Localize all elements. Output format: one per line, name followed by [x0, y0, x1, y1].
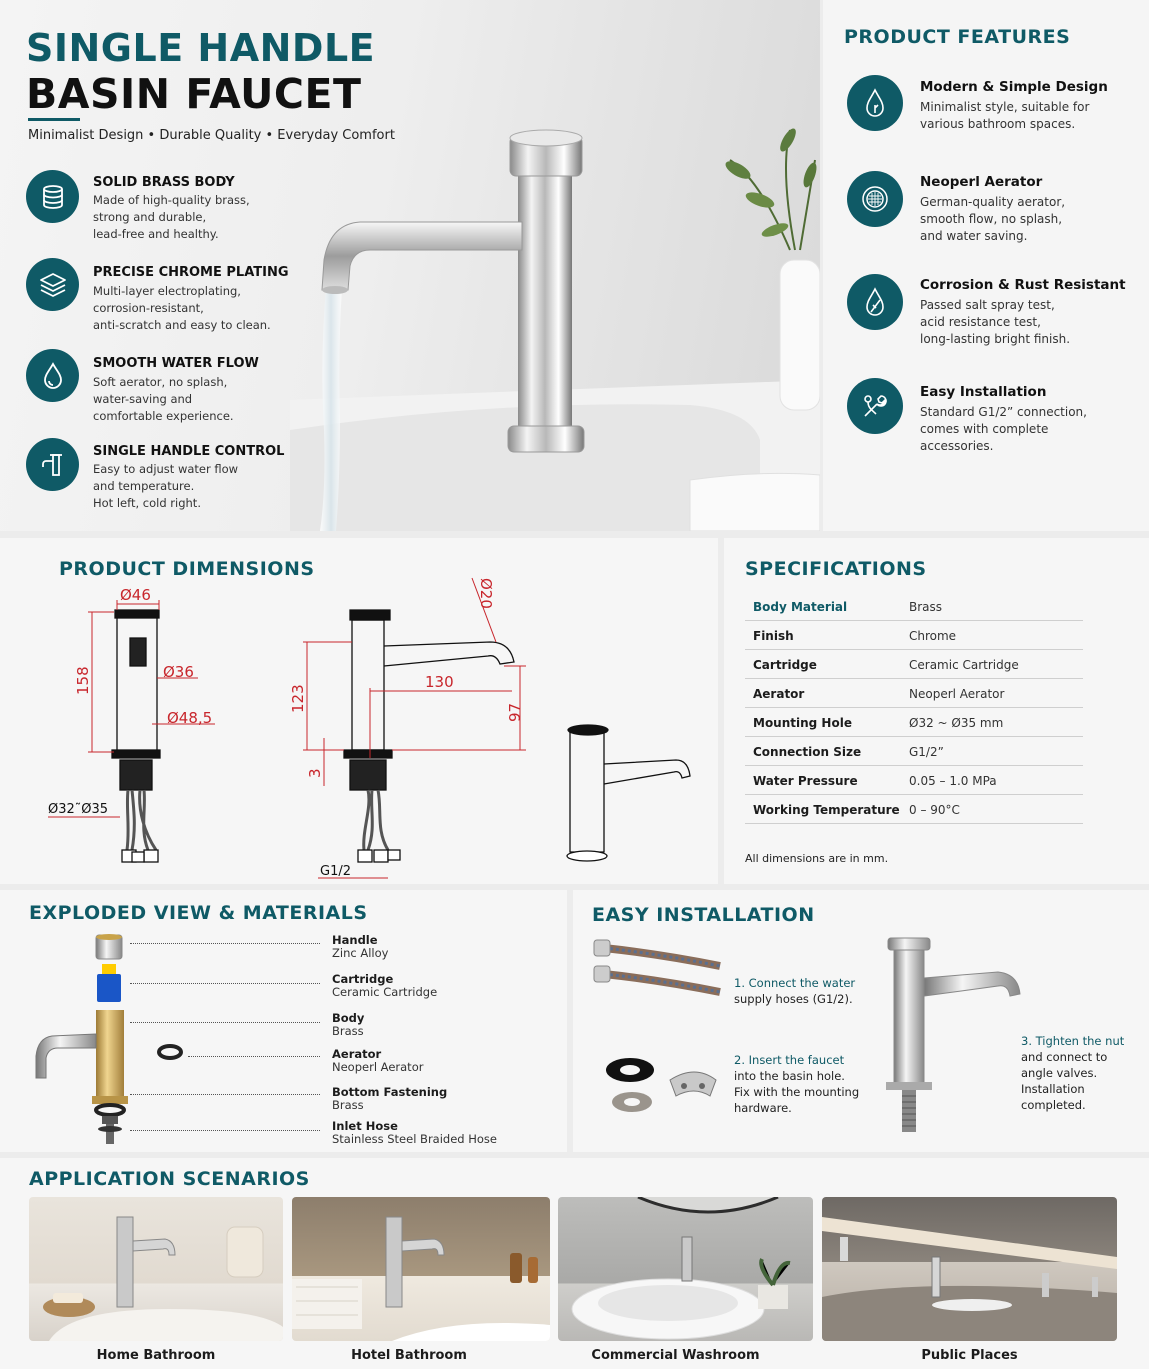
benefit-desc-line: Multi-layer electroplating,	[93, 284, 241, 298]
spec-row	[745, 766, 1083, 795]
part-material: Neoperl Aerator	[332, 1060, 424, 1074]
layers-icon	[26, 258, 79, 311]
leader-line	[130, 1094, 320, 1095]
exploded-title: EXPLODED VIEW & MATERIALS	[29, 902, 368, 924]
step-number: 1.	[734, 976, 745, 990]
feature-title: Easy Installation	[920, 384, 1047, 400]
feature-desc-line: German-quality aerator,	[920, 195, 1066, 209]
title-underline	[28, 118, 80, 121]
part-aerator	[159, 1046, 181, 1058]
benefit-title: SOLID BRASS BODY	[93, 175, 235, 190]
dimension-drawing	[0, 538, 718, 884]
spec-value: 0 – 90°C	[909, 803, 960, 817]
part-material: Brass	[332, 1024, 364, 1038]
leader-line	[130, 1022, 320, 1023]
benefit-desc-line: comfortable experience.	[93, 409, 234, 423]
part-name: Inlet Hose	[332, 1119, 398, 1133]
features-title: PRODUCT FEATURES	[844, 26, 1071, 48]
spec-value: 0.05 – 1.0 MPa	[909, 774, 997, 788]
leader-line	[130, 1130, 320, 1131]
benefit-desc-line: Easy to adjust water flow	[93, 462, 239, 476]
hero-faucet-image	[290, 100, 820, 531]
spec-row	[745, 795, 1083, 824]
step-number: 3.	[1021, 1034, 1032, 1048]
dim-length-130: 130	[425, 673, 454, 691]
benefit-desc-line: anti-scratch and easy to clean.	[93, 318, 271, 332]
dim-mounting-hole: Ø32˜Ø35	[48, 802, 109, 817]
leader-line	[130, 943, 320, 944]
scene-commercial-washroom-image	[558, 1197, 813, 1341]
hero-title-line1: SINGLE HANDLE	[26, 26, 376, 70]
part-name: Body	[332, 1011, 365, 1025]
install-title: EASY INSTALLATION	[592, 904, 815, 926]
leader-line	[130, 983, 320, 984]
part-material: Stainless Steel Braided Hose	[332, 1132, 497, 1146]
benefit-desc-line: and temperature.	[93, 479, 195, 493]
drop-leaf-icon	[847, 75, 903, 131]
step-text: Insert the faucet	[748, 1053, 845, 1067]
feature-desc-line: Standard G1/2” connection,	[920, 405, 1087, 419]
spec-row	[745, 708, 1083, 737]
spec-key: Body Material	[753, 600, 848, 614]
install-step-3	[1021, 1033, 1124, 1113]
feature-desc-line: accessories.	[920, 439, 994, 453]
dim-height-3: 3	[306, 768, 324, 778]
front-view-drawing	[112, 610, 160, 862]
step-number: 2.	[734, 1053, 745, 1067]
part-material: Zinc Alloy	[332, 946, 389, 960]
step-line: angle valves.	[1021, 1066, 1098, 1080]
benefit-desc-line: Soft aerator, no splash,	[93, 375, 228, 389]
step-first-line	[734, 1052, 859, 1068]
part-cartridge	[97, 964, 121, 1002]
spec-key: Water Pressure	[753, 774, 858, 788]
dim-diameter-46: Ø46	[120, 586, 151, 604]
spec-value: G1/2”	[909, 745, 944, 759]
step-line: Installation	[1021, 1082, 1085, 1096]
step-text: Connect the water	[748, 976, 856, 990]
dim-diameter-36: Ø36	[163, 663, 194, 681]
spec-value: Neoperl Aerator	[909, 687, 1005, 701]
part-material: Ceramic Cartridge	[332, 985, 438, 999]
install-faucet-image	[880, 932, 1025, 1137]
dimension-note: All dimensions are in mm.	[745, 852, 889, 865]
spec-row	[745, 621, 1083, 650]
benefit-desc-line: corrosion-resistant,	[93, 301, 204, 315]
spec-key: Mounting Hole	[753, 716, 852, 730]
spec-row	[745, 737, 1083, 766]
dim-diameter-20: Ø20	[477, 578, 495, 609]
benefit-title: SINGLE HANDLE CONTROL	[93, 444, 285, 459]
part-name: Aerator	[332, 1047, 382, 1061]
step-text: Tighten the nut	[1035, 1034, 1125, 1048]
benefit-desc-line: Made of high-quality brass,	[93, 193, 250, 207]
faucet-icon	[26, 438, 79, 491]
benefit-desc-line: lead-free and healthy.	[93, 227, 219, 241]
feature-desc-line: acid resistance test,	[920, 315, 1041, 329]
spec-row	[745, 592, 1083, 621]
install-hardware-image	[600, 1050, 720, 1120]
feature-desc-line: various bathroom spaces.	[920, 117, 1076, 131]
scene-label: Home Bathroom	[96, 1348, 216, 1363]
feature-desc-line: comes with complete	[920, 422, 1049, 436]
benefit-title: PRECISE CHROME PLATING	[93, 265, 289, 280]
cylinder-stack-icon	[26, 170, 79, 223]
dim-height-123: 123	[289, 684, 307, 713]
feature-title: Neoperl Aerator	[920, 174, 1043, 190]
perspective-sketch	[567, 725, 690, 861]
spec-value: Chrome	[909, 629, 957, 643]
aerator-mesh-icon	[847, 171, 903, 227]
dim-thread-g12: G1/2	[320, 864, 351, 879]
hero-title-line2: BASIN FAUCET	[26, 70, 362, 118]
part-inlet-hose	[98, 1124, 122, 1144]
spec-value: Ceramic Cartridge	[909, 658, 1019, 672]
scene-public-places-image	[822, 1197, 1117, 1341]
scene-hotel-bathroom-image	[292, 1197, 550, 1341]
install-step-2	[734, 1052, 859, 1116]
step-line: completed.	[1021, 1098, 1086, 1112]
feature-desc-line: smooth flow, no splash,	[920, 212, 1063, 226]
scene-label: Public Places	[921, 1348, 1018, 1363]
exploded-view-drawing	[30, 930, 190, 1145]
spec-row	[745, 650, 1083, 679]
dim-height-97: 97	[506, 702, 524, 722]
feature-desc-line: long-lasting bright finish.	[920, 332, 1071, 346]
spec-key: Connection Size	[753, 745, 862, 759]
benefit-desc-line: water-saving and	[93, 392, 193, 406]
part-name: Cartridge	[332, 972, 394, 986]
specs-title: SPECIFICATIONS	[745, 558, 927, 580]
install-step-1	[734, 975, 855, 1007]
benefit-desc-line: strong and durable,	[93, 210, 207, 224]
spec-key: Aerator	[753, 687, 805, 701]
part-bottom-fastening	[96, 1105, 124, 1124]
spec-key: Cartridge	[753, 658, 817, 672]
spec-row	[745, 679, 1083, 708]
part-body	[36, 1010, 128, 1104]
feature-desc-line: Minimalist style, suitable for	[920, 100, 1090, 114]
hero-tagline: Minimalist Design • Durable Quality • Everyday Comfort	[28, 128, 395, 143]
scene-label: Commercial Washroom	[591, 1348, 760, 1363]
step-line: hardware.	[734, 1101, 792, 1115]
scene-label: Hotel Bathroom	[351, 1348, 467, 1363]
spec-key: Finish	[753, 629, 794, 643]
feature-desc-line: and water saving.	[920, 229, 1028, 243]
step-first-line	[1021, 1033, 1124, 1049]
install-hoses-image	[590, 936, 725, 1002]
hero-panel	[0, 0, 820, 531]
water-drop-icon	[26, 349, 79, 402]
step-first-line	[734, 975, 855, 991]
shield-drop-icon	[847, 274, 903, 330]
wrench-icon	[847, 378, 903, 434]
step-line: into the basin hole.	[734, 1069, 845, 1083]
feature-title: Corrosion & Rust Resistant	[920, 277, 1126, 293]
feature-title: Modern & Simple Design	[920, 79, 1108, 95]
feature-desc-line: Passed salt spray test,	[920, 298, 1055, 312]
benefit-desc-line: Hot left, cold right.	[93, 496, 201, 510]
spec-value: Ø32 ~ Ø35 mm	[909, 716, 1004, 730]
scenarios-title: APPLICATION SCENARIOS	[29, 1168, 310, 1190]
scene-home-bathroom-image	[29, 1197, 283, 1341]
spec-value: Brass	[909, 600, 943, 614]
dimensions-title: PRODUCT DIMENSIONS	[59, 558, 315, 580]
step-line: Fix with the mounting	[734, 1085, 860, 1099]
benefit-title: SMOOTH WATER FLOW	[93, 356, 259, 371]
dim-diameter-48-5: Ø48,5	[167, 709, 213, 727]
part-material: Brass	[332, 1098, 364, 1112]
part-name: Handle	[332, 933, 378, 947]
step-line: supply hoses (G1/2).	[734, 992, 853, 1006]
step-line: and connect to	[1021, 1050, 1108, 1064]
leader-line	[188, 1056, 320, 1057]
spec-key: Working Temperature	[753, 803, 900, 817]
side-dimension-lines	[303, 578, 526, 878]
dim-height-158: 158	[74, 666, 92, 695]
features-panel	[823, 0, 1149, 531]
part-name: Bottom Fastening	[332, 1085, 448, 1099]
